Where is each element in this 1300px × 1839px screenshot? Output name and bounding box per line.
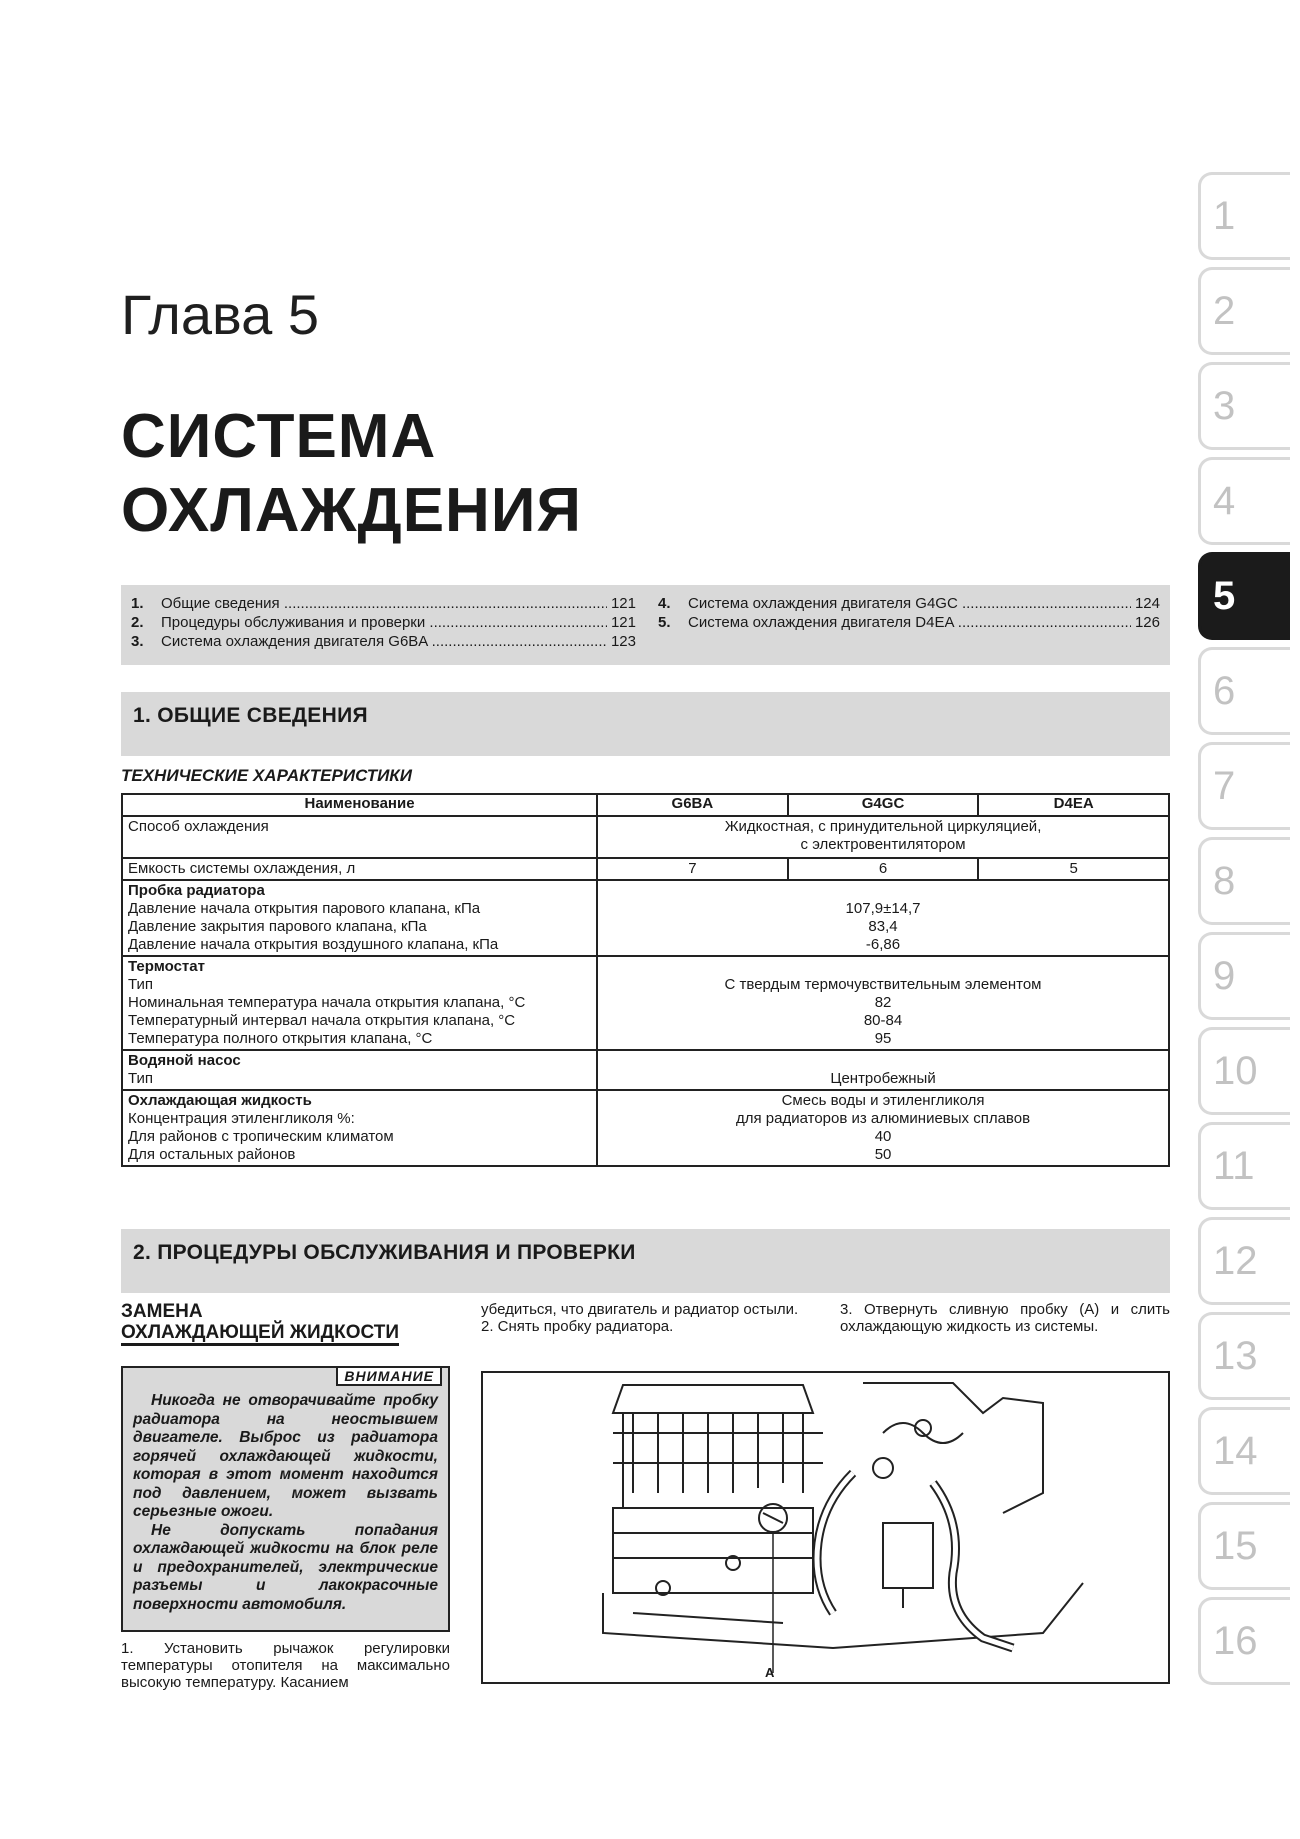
chapter-tab-2[interactable]: 2 — [1198, 267, 1290, 355]
specs-table — [121, 793, 1170, 1167]
toc-text: Система охлаждения двигателя D4EA ..... — [688, 614, 1131, 631]
chapter-tab-1[interactable]: 1 — [1198, 172, 1290, 260]
chapter-tab-7[interactable]: 7 — [1198, 742, 1290, 830]
table-row — [122, 858, 1169, 880]
toc-item-1[interactable] — [131, 595, 636, 612]
param-label: Тип — [128, 1070, 154, 1087]
table-row — [122, 1090, 1169, 1166]
toc-num: 5. — [658, 614, 671, 631]
param-value: 107,9±14,7 — [845, 900, 921, 917]
chapter-tab-6[interactable]: 6 — [1198, 647, 1290, 735]
chapter-contents — [121, 585, 1170, 665]
param-value: 50 — [874, 1146, 892, 1163]
warning-paragraph: Не допускать попадания охлаждающей жидкости на блок реле и предохранителей, электрические разъемы и лакокрасочные поверхности автомобиля. — [133, 1521, 438, 1613]
subsection-heading — [121, 1301, 399, 1343]
row-label — [122, 956, 597, 1050]
param-label: Номинальная температура начала открытия клапана, °С — [128, 994, 526, 1011]
chapter-tab-12[interactable]: 12 — [1198, 1217, 1290, 1305]
chapter-title-line1: СИСТЕМА — [121, 402, 437, 471]
group-title: Термостат — [128, 958, 205, 975]
toc-num: 2. — [131, 614, 144, 631]
column-2-text — [481, 1301, 811, 1335]
section-header-2 — [121, 1229, 1170, 1293]
param-value: 40 — [874, 1128, 892, 1145]
toc-page: 121 — [610, 595, 636, 612]
param-value: -6,86 — [865, 936, 901, 953]
step-2: 2. Снять пробку радиатора. — [481, 1318, 674, 1335]
table-header-row — [122, 794, 1169, 816]
toc-num: 4. — [658, 595, 671, 612]
toc-num: 3. — [131, 633, 144, 650]
chapter-tab-14[interactable]: 14 — [1198, 1407, 1290, 1495]
chapter-tab-10[interactable]: 10 — [1198, 1027, 1290, 1115]
value-line: с электровентилятором — [800, 836, 966, 853]
chapter-tab-8[interactable]: 8 — [1198, 837, 1290, 925]
section-header-1 — [121, 692, 1170, 756]
value-g4gc: 6 — [788, 858, 979, 880]
table-row — [122, 816, 1169, 858]
figure-callout-a: A — [765, 1665, 775, 1680]
param-value: С твердым термочувствительным элементом — [724, 976, 1042, 993]
section-title-1: 1. ОБЩИЕ СВЕДЕНИЯ — [133, 704, 368, 727]
param-label: Давление начала открытия парового клапана, кПа — [128, 900, 481, 917]
toc-item-4[interactable] — [658, 595, 1160, 612]
chapter-title-line2: ОХЛАЖДЕНИЯ — [121, 476, 582, 545]
chapter-tab-15[interactable]: 15 — [1198, 1502, 1290, 1590]
row-label: Способ охлаждения — [122, 816, 597, 858]
chapter-tab-4[interactable]: 4 — [1198, 457, 1290, 545]
param-label: Давление закрытия парового клапана, кПа — [128, 918, 427, 935]
group-title: Пробка радиатора — [128, 882, 265, 899]
table-row — [122, 956, 1169, 1050]
row-value — [597, 880, 1169, 956]
param-value: для радиаторов из алюминиевых сплавов — [736, 1110, 1031, 1127]
value-d4ea: 5 — [978, 858, 1169, 880]
toc-page: 123 — [610, 633, 636, 650]
toc-item-3[interactable] — [131, 633, 636, 650]
row-label: Емкость системы охлаждения, л — [122, 858, 597, 880]
chapter-tab-9[interactable]: 9 — [1198, 932, 1290, 1020]
param-value: Смесь воды и этиленгликоля — [781, 1092, 985, 1109]
chapter-number: Глава 5 — [121, 283, 319, 346]
paragraph: убедиться, что двигатель и радиатор остыли. — [481, 1301, 799, 1318]
subsection-heading-line2: ОХЛАЖДАЮЩЕЙ ЖИДКОСТИ — [121, 1322, 399, 1346]
chapter-tab-13[interactable]: 13 — [1198, 1312, 1290, 1400]
param-label: Для районов с тропическим климатом — [128, 1128, 394, 1145]
param-label: Давление начала открытия воздушного клапана, кПа — [128, 936, 499, 953]
toc-page: 124 — [1134, 595, 1160, 612]
toc-text: Система охлаждения двигателя G6BA ..... — [161, 633, 607, 650]
param-label: Тип — [128, 976, 154, 993]
warning-label: ВНИМАНИЕ — [336, 1366, 442, 1386]
toc-text: Система охлаждения двигателя G4GC ..... — [688, 595, 1131, 612]
row-value — [597, 1090, 1169, 1166]
value-line: Жидкостная, с принудительной циркуляцией, — [724, 818, 1042, 835]
param-label: Температура полного открытия клапана, °С — [128, 1030, 433, 1047]
col-header-name: Наименование — [122, 794, 597, 816]
row-label — [122, 880, 597, 956]
warning-paragraph: Никогда не отворачивайте пробку радиатора на неостывшем двигателе. Выброс из радиатора горячей охлаждающей жидкости, которая в этот момент находится под давлением, может вызвать серьезные ожоги. — [133, 1392, 438, 1520]
chapter-tab-11[interactable]: 11 — [1198, 1122, 1290, 1210]
col-header-g6ba: G6BA — [597, 794, 788, 816]
group-title: Водяной насос — [128, 1052, 241, 1069]
param-value: 95 — [874, 1030, 892, 1047]
col-header-d4ea: D4EA — [978, 794, 1169, 816]
param-value: 80-84 — [863, 1012, 903, 1029]
chapter-tab-16[interactable]: 16 — [1198, 1597, 1290, 1685]
param-label: Концентрация этиленгликоля %: — [128, 1110, 355, 1127]
toc-page: 121 — [610, 614, 636, 631]
warning-text — [133, 1392, 438, 1614]
toc-item-2[interactable] — [131, 614, 636, 631]
toc-page: 126 — [1134, 614, 1160, 631]
toc-num: 1. — [131, 595, 144, 612]
step-3: 3. Отвернуть сливную пробку (А) и слить охлаждающую жидкость из системы. — [840, 1301, 1170, 1335]
param-label: Температурный интервал начала открытия клапана, °С — [128, 1012, 516, 1029]
row-value — [597, 956, 1169, 1050]
chapter-tab-3[interactable]: 3 — [1198, 362, 1290, 450]
warning-box — [121, 1366, 450, 1632]
radiator-illustration — [483, 1373, 1168, 1682]
table-row — [122, 1050, 1169, 1090]
row-label — [122, 1090, 597, 1166]
toc-text: Общие сведения ..... — [161, 595, 607, 612]
step-1: 1. Установить рычажок регулировки температуры отопителя на максимально высокую температуру. Касанием — [121, 1640, 450, 1691]
row-label — [122, 1050, 597, 1090]
group-title: Охлаждающая жидкость — [128, 1092, 312, 1109]
row-value — [597, 1050, 1169, 1090]
chapter-tab-5[interactable]: 5 — [1198, 552, 1290, 640]
toc-item-5[interactable] — [658, 614, 1160, 631]
param-label: Для остальных районов — [128, 1146, 296, 1163]
section-title-2: 2. ПРОЦЕДУРЫ ОБСЛУЖИВАНИЯ И ПРОВЕРКИ — [133, 1241, 636, 1264]
param-value: 82 — [874, 994, 892, 1011]
value-g6ba: 7 — [597, 858, 788, 880]
specs-title: ТЕХНИЧЕСКИЕ ХАРАКТЕРИСТИКИ — [121, 766, 412, 785]
subsection-heading-line1: ЗАМЕНА — [121, 1301, 203, 1322]
chapter-title — [121, 400, 582, 548]
param-value: Центробежный — [830, 1070, 936, 1087]
radiator-drain-figure — [481, 1371, 1170, 1684]
col-header-g4gc: G4GC — [788, 794, 979, 816]
table-row — [122, 880, 1169, 956]
param-value: 83,4 — [868, 918, 898, 935]
row-value — [597, 816, 1169, 858]
toc-text: Процедуры обслуживания и проверки ..... — [161, 614, 607, 631]
